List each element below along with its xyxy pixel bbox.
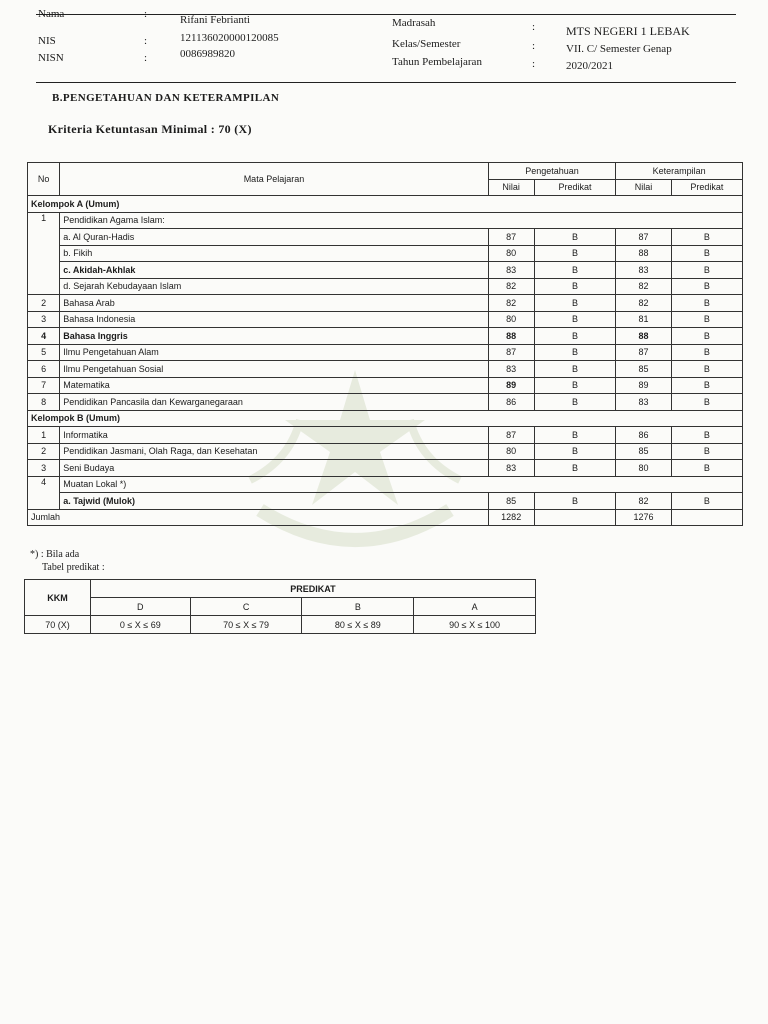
ket-nilai: 82 (616, 278, 671, 295)
row-no: 6 (28, 361, 60, 378)
ket-nilai: 83 (616, 262, 671, 279)
row-no: 2 (28, 295, 60, 312)
subject-name: Ilmu Pengetahuan Sosial (60, 361, 489, 378)
ket-nilai: 86 (616, 427, 671, 444)
ket-predikat: B (671, 328, 742, 345)
table-row (28, 278, 743, 295)
table-row (28, 493, 743, 510)
ket-predikat: B (671, 245, 742, 262)
nis-label: NIS (38, 35, 56, 47)
nisn-sep: : (144, 52, 148, 64)
peng-predikat: B (534, 377, 616, 394)
nisn-label: NISN (38, 52, 64, 64)
kkm-header: KKM (25, 580, 91, 616)
jumlah-row (28, 509, 743, 526)
ket-predikat: B (671, 377, 742, 394)
ket-nilai: 80 (616, 460, 671, 477)
ket-predikat: B (671, 427, 742, 444)
row-no: 4 (28, 328, 60, 345)
footnote: *) : Bila ada (30, 549, 80, 560)
jumlah-keterampilan: 1276 (616, 509, 671, 526)
ket-predikat: B (671, 493, 742, 510)
header-peng-predikat: Predikat (534, 179, 616, 196)
header-bottom-rule (36, 82, 736, 83)
row-no: 3 (28, 311, 60, 328)
group-b-label: Kelompok B (Umum) (28, 410, 743, 427)
peng-predikat: B (534, 394, 616, 411)
table-row (28, 476, 743, 493)
nama-label: Nama (38, 8, 65, 20)
table-row (28, 311, 743, 328)
jumlah-pengetahuan: 1282 (488, 509, 534, 526)
grade-b: B (302, 598, 414, 616)
ket-predikat: B (671, 278, 742, 295)
madrasah-sep: : (532, 21, 536, 33)
row-no: 7 (28, 377, 60, 394)
grade-c: C (190, 598, 302, 616)
subject-name: a. Tajwid (Mulok) (60, 493, 489, 510)
nis-value: 121136020000120085 (180, 32, 279, 44)
peng-predikat: B (534, 344, 616, 361)
table-row (28, 377, 743, 394)
peng-predikat: B (534, 295, 616, 312)
header-keterampilan: Keterampilan (616, 163, 743, 180)
nama-sep: : (144, 8, 148, 20)
table-row (28, 443, 743, 460)
subject-name: Bahasa Inggris (60, 328, 489, 345)
jumlah-peng-predikat (534, 509, 616, 526)
table-row (28, 262, 743, 279)
madrasah-label: Madrasah (392, 17, 436, 29)
table-row (28, 344, 743, 361)
table-row (28, 427, 743, 444)
table-row (28, 245, 743, 262)
tabel-predikat-label: Tabel predikat : (42, 562, 105, 573)
table-row (28, 394, 743, 411)
header-ket-nilai: Nilai (616, 179, 671, 196)
kkm-title: Kriteria Ketuntasan Minimal : 70 (X) (48, 122, 252, 136)
peng-nilai: 85 (488, 493, 534, 510)
ket-nilai: 88 (616, 245, 671, 262)
peng-predikat: B (534, 460, 616, 477)
range-a: 90 ≤ X ≤ 100 (414, 616, 536, 634)
ket-predikat: B (671, 443, 742, 460)
group-b-row (28, 410, 743, 427)
row-no: 1 (28, 427, 60, 444)
table-row (28, 212, 743, 229)
predikat-header-row (25, 580, 536, 598)
header-peng-nilai: Nilai (488, 179, 534, 196)
peng-nilai: 80 (488, 245, 534, 262)
ket-predikat: B (671, 344, 742, 361)
subject-name: c. Akidah-Akhlak (60, 262, 489, 279)
peng-predikat: B (534, 311, 616, 328)
ket-predikat: B (671, 361, 742, 378)
row-no: 3 (28, 460, 60, 477)
ket-predikat: B (671, 262, 742, 279)
peng-nilai: 80 (488, 311, 534, 328)
pai-name: Pendidikan Agama Islam: (60, 212, 743, 229)
tahun-value: 2020/2021 (566, 60, 614, 72)
table-row (28, 460, 743, 477)
jumlah-ket-predikat (671, 509, 742, 526)
tahun-sep: : (532, 58, 536, 70)
peng-predikat: B (534, 427, 616, 444)
subject-name: Seni Budaya (60, 460, 489, 477)
kelas-value: VII. C/ Semester Genap (566, 43, 672, 55)
ket-predikat: B (671, 460, 742, 477)
peng-nilai: 83 (488, 262, 534, 279)
subject-name: Informatika (60, 427, 489, 444)
subject-name: Matematika (60, 377, 489, 394)
subject-name: Ilmu Pengetahuan Alam (60, 344, 489, 361)
ket-predikat: B (671, 229, 742, 246)
subject-name: Bahasa Indonesia (60, 311, 489, 328)
table-row (28, 328, 743, 345)
subject-name: a. Al Quran-Hadis (60, 229, 489, 246)
header-mata-pelajaran: Mata Pelajaran (60, 163, 489, 196)
pai-no: 1 (28, 212, 60, 295)
header-pengetahuan: Pengetahuan (488, 163, 616, 180)
ket-nilai: 81 (616, 311, 671, 328)
kelas-sep: : (532, 40, 536, 52)
predikat-grade-row (25, 598, 536, 616)
row-no: 2 (28, 443, 60, 460)
header-no: No (28, 163, 60, 196)
ket-nilai: 85 (616, 443, 671, 460)
peng-predikat: B (534, 262, 616, 279)
peng-nilai: 80 (488, 443, 534, 460)
kkm-value: 70 (X) (25, 616, 91, 634)
row-no: 8 (28, 394, 60, 411)
madrasah-value: MTS NEGERI 1 LEBAK (566, 24, 690, 38)
group-a-label: Kelompok A (Umum) (28, 196, 743, 213)
table-row (28, 229, 743, 246)
peng-predikat: B (534, 278, 616, 295)
ket-nilai: 82 (616, 493, 671, 510)
peng-nilai: 83 (488, 361, 534, 378)
peng-predikat: B (534, 229, 616, 246)
peng-nilai: 89 (488, 377, 534, 394)
ket-nilai: 87 (616, 344, 671, 361)
grade-a: A (414, 598, 536, 616)
peng-predikat: B (534, 443, 616, 460)
row-no: 5 (28, 344, 60, 361)
range-c: 70 ≤ X ≤ 79 (190, 616, 302, 634)
peng-nilai: 82 (488, 295, 534, 312)
predikat-range-row (25, 616, 536, 634)
tahun-label: Tahun Pembelajaran (392, 56, 482, 68)
grade-d: D (90, 598, 190, 616)
nisn-value: 0086989820 (180, 48, 235, 60)
ket-predikat: B (671, 394, 742, 411)
peng-predikat: B (534, 245, 616, 262)
table-row (28, 295, 743, 312)
group-a-row (28, 196, 743, 213)
mulok-name: Muatan Lokal *) (60, 476, 743, 493)
jumlah-label: Jumlah (28, 509, 489, 526)
peng-nilai: 87 (488, 344, 534, 361)
ket-nilai: 82 (616, 295, 671, 312)
table-header-row (28, 163, 743, 180)
subject-name: Pendidikan Pancasila dan Kewarganegaraan (60, 394, 489, 411)
peng-nilai: 88 (488, 328, 534, 345)
peng-nilai: 86 (488, 394, 534, 411)
ket-nilai: 87 (616, 229, 671, 246)
grades-table (27, 162, 743, 526)
section-title: B.PENGETAHUAN DAN KETERAMPILAN (52, 92, 280, 104)
ket-nilai: 88 (616, 328, 671, 345)
peng-predikat: B (534, 493, 616, 510)
subject-name: Bahasa Arab (60, 295, 489, 312)
subject-name: d. Sejarah Kebudayaan Islam (60, 278, 489, 295)
peng-predikat: B (534, 328, 616, 345)
kelas-label: Kelas/Semester (392, 38, 461, 50)
ket-nilai: 89 (616, 377, 671, 394)
header-ket-predikat: Predikat (671, 179, 742, 196)
range-b: 80 ≤ X ≤ 89 (302, 616, 414, 634)
subject-name: b. Fikih (60, 245, 489, 262)
nis-sep: : (144, 35, 148, 47)
ket-predikat: B (671, 295, 742, 312)
table-row (28, 361, 743, 378)
ket-nilai: 85 (616, 361, 671, 378)
peng-nilai: 87 (488, 229, 534, 246)
predikat-table (24, 579, 536, 634)
peng-nilai: 87 (488, 427, 534, 444)
range-d: 0 ≤ X ≤ 69 (90, 616, 190, 634)
student-header (36, 8, 736, 88)
peng-nilai: 83 (488, 460, 534, 477)
ket-predikat: B (671, 311, 742, 328)
mulok-no: 4 (28, 476, 60, 509)
predikat-header: PREDIKAT (90, 580, 535, 598)
ket-nilai: 83 (616, 394, 671, 411)
peng-predikat: B (534, 361, 616, 378)
peng-nilai: 82 (488, 278, 534, 295)
nama-value: Rifani Febrianti (180, 14, 250, 26)
subject-name: Pendidikan Jasmani, Olah Raga, dan Kesehatan (60, 443, 489, 460)
